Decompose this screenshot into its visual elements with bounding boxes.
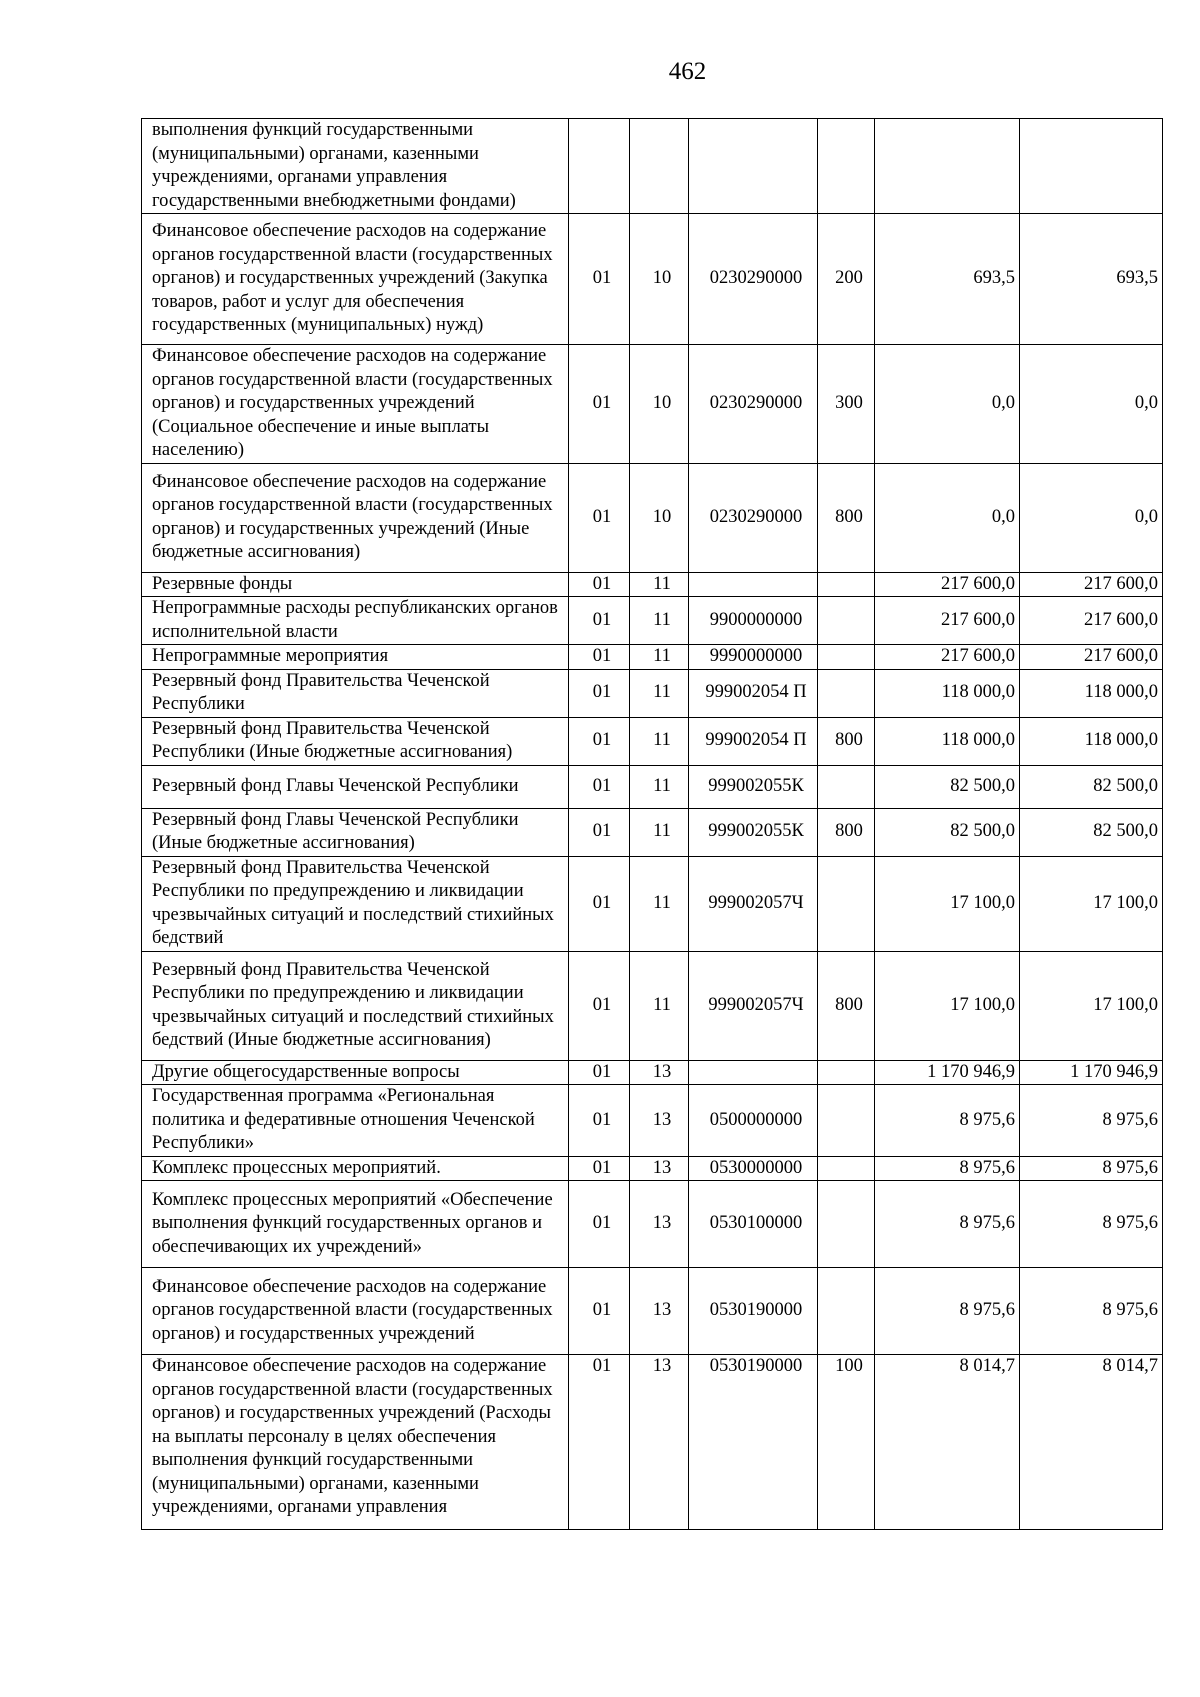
expense-type-code <box>818 572 875 597</box>
amount-year-2: 8 975,6 <box>1020 1181 1163 1268</box>
amount-year-1: 118 000,0 <box>875 717 1020 765</box>
table-row <box>142 765 1163 808</box>
amount-year-2: 8 975,6 <box>1020 1156 1163 1181</box>
subsection-code: 13 <box>630 1085 689 1157</box>
target-article-code: 999002054 П <box>689 669 818 717</box>
amount-year-2: 8 014,7 <box>1020 1355 1163 1530</box>
target-article-code: 0500000000 <box>689 1085 818 1157</box>
expense-type-code <box>818 1181 875 1268</box>
amount-year-2: 217 600,0 <box>1020 572 1163 597</box>
table-row <box>142 1085 1163 1157</box>
table-body <box>142 119 1163 1530</box>
table-row <box>142 1268 1163 1355</box>
amount-year-2: 217 600,0 <box>1020 597 1163 645</box>
section-code: 01 <box>569 1156 630 1181</box>
table-row <box>142 1181 1163 1268</box>
row-name: Резервный фонд Главы Чеченской Республики <box>142 765 569 808</box>
expense-type-code <box>818 645 875 670</box>
row-name: Финансовое обеспечение расходов на содержание органов государственной власти (государственных органов) и государственных учреждений <box>142 1268 569 1355</box>
amount-year-2: 17 100,0 <box>1020 951 1163 1060</box>
page-number: 462 <box>668 58 707 85</box>
section-code: 01 <box>569 597 630 645</box>
table-row <box>142 951 1163 1060</box>
expense-type-code <box>818 1156 875 1181</box>
row-name: Государственная программа «Региональная политика и федеративные отношения Чеченской Республики» <box>142 1085 569 1157</box>
table-row <box>142 572 1163 597</box>
table-row <box>142 214 1163 345</box>
amount-year-1: 82 500,0 <box>875 808 1020 856</box>
subsection-code: 10 <box>630 345 689 464</box>
expense-type-code <box>818 1268 875 1355</box>
section-code <box>569 119 630 214</box>
amount-year-2: 82 500,0 <box>1020 808 1163 856</box>
expense-type-code <box>818 597 875 645</box>
amount-year-2: 118 000,0 <box>1020 669 1163 717</box>
row-name: Резервный фонд Правительства Чеченской Республики (Иные бюджетные ассигнования) <box>142 717 569 765</box>
row-name: Резервный фонд Правительства Чеченской Республики по предупреждению и ликвидации чрезвычайных ситуаций и последствий стихийных бедствий (Иные бюджетные ассигнования) <box>142 951 569 1060</box>
budget-table <box>141 118 1163 1530</box>
expense-type-code <box>818 669 875 717</box>
subsection-code: 11 <box>630 645 689 670</box>
amount-year-1: 0,0 <box>875 345 1020 464</box>
amount-year-2: 8 975,6 <box>1020 1268 1163 1355</box>
row-name: Резервный фонд Правительства Чеченской Республики <box>142 669 569 717</box>
row-name: Резервные фонды <box>142 572 569 597</box>
section-code: 01 <box>569 717 630 765</box>
amount-year-2: 693,5 <box>1020 214 1163 345</box>
amount-year-1: 693,5 <box>875 214 1020 345</box>
amount-year-1: 17 100,0 <box>875 856 1020 951</box>
expense-type-code: 800 <box>818 808 875 856</box>
expense-type-code: 800 <box>818 717 875 765</box>
subsection-code: 11 <box>630 717 689 765</box>
amount-year-2: 0,0 <box>1020 463 1163 572</box>
target-article-code: 0530190000 <box>689 1355 818 1530</box>
row-name: Другие общегосударственные вопросы <box>142 1060 569 1085</box>
amount-year-2: 17 100,0 <box>1020 856 1163 951</box>
section-code: 01 <box>569 1060 630 1085</box>
subsection-code: 11 <box>630 572 689 597</box>
subsection-code <box>630 119 689 214</box>
table-row <box>142 119 1163 214</box>
subsection-code: 11 <box>630 951 689 1060</box>
expense-type-code: 200 <box>818 214 875 345</box>
expense-type-code: 100 <box>818 1355 875 1530</box>
row-name: Финансовое обеспечение расходов на содержание органов государственной власти (государственных органов) и государственных учреждений (Иные бюджетные ассигнования) <box>142 463 569 572</box>
amount-year-1: 0,0 <box>875 463 1020 572</box>
row-name: выполнения функций государственными (муниципальными) органами, казенными учреждениями, органами управления государственными внебюджетными фондами) <box>142 119 569 214</box>
target-article-code: 0230290000 <box>689 463 818 572</box>
target-article-code: 0530000000 <box>689 1156 818 1181</box>
section-code: 01 <box>569 1085 630 1157</box>
amount-year-1: 118 000,0 <box>875 669 1020 717</box>
row-name: Резервный фонд Главы Чеченской Республики (Иные бюджетные ассигнования) <box>142 808 569 856</box>
amount-year-1: 217 600,0 <box>875 597 1020 645</box>
row-name: Резервный фонд Правительства Чеченской Республики по предупреждению и ликвидации чрезвычайных ситуаций и последствий стихийных бедствий <box>142 856 569 951</box>
target-article-code: 0230290000 <box>689 214 818 345</box>
amount-year-1: 82 500,0 <box>875 765 1020 808</box>
target-article-code: 0530190000 <box>689 1268 818 1355</box>
expense-type-code: 300 <box>818 345 875 464</box>
table-row <box>142 1355 1163 1530</box>
subsection-code: 10 <box>630 214 689 345</box>
amount-year-1: 17 100,0 <box>875 951 1020 1060</box>
section-code: 01 <box>569 345 630 464</box>
row-name: Непрограммные мероприятия <box>142 645 569 670</box>
amount-year-1: 1 170 946,9 <box>875 1060 1020 1085</box>
expense-type-code: 800 <box>818 951 875 1060</box>
target-article-code <box>689 572 818 597</box>
amount-year-2: 82 500,0 <box>1020 765 1163 808</box>
table-row <box>142 669 1163 717</box>
subsection-code: 13 <box>630 1181 689 1268</box>
section-code: 01 <box>569 1181 630 1268</box>
row-name: Комплекс процессных мероприятий «Обеспечение выполнения функций государственных органов и обеспечивающих их учреждений» <box>142 1181 569 1268</box>
target-article-code: 0530100000 <box>689 1181 818 1268</box>
table-row <box>142 1060 1163 1085</box>
section-code: 01 <box>569 463 630 572</box>
section-code: 01 <box>569 1268 630 1355</box>
section-code: 01 <box>569 808 630 856</box>
target-article-code <box>689 119 818 214</box>
amount-year-1: 217 600,0 <box>875 572 1020 597</box>
row-name: Финансовое обеспечение расходов на содержание органов государственной власти (государственных органов) и государственных учреждений (Социальное обеспечение и иные выплаты населению) <box>142 345 569 464</box>
target-article-code: 999002055К <box>689 808 818 856</box>
expense-type-code <box>818 856 875 951</box>
subsection-code: 11 <box>630 808 689 856</box>
subsection-code: 13 <box>630 1268 689 1355</box>
amount-year-1: 8 975,6 <box>875 1268 1020 1355</box>
amount-year-2: 8 975,6 <box>1020 1085 1163 1157</box>
subsection-code: 11 <box>630 669 689 717</box>
row-name: Комплекс процессных мероприятий. <box>142 1156 569 1181</box>
row-name: Финансовое обеспечение расходов на содержание органов государственной власти (государственных органов) и государственных учреждений (Закупка товаров, работ и услуг для обеспечения государственных (муниципальных) нужд) <box>142 214 569 345</box>
amount-year-1: 217 600,0 <box>875 645 1020 670</box>
subsection-code: 11 <box>630 856 689 951</box>
amount-year-2: 0,0 <box>1020 345 1163 464</box>
table-row <box>142 856 1163 951</box>
section-code: 01 <box>569 1355 630 1530</box>
expense-type-code <box>818 119 875 214</box>
table-row <box>142 645 1163 670</box>
section-code: 01 <box>569 856 630 951</box>
table-row <box>142 345 1163 464</box>
amount-year-1 <box>875 119 1020 214</box>
target-article-code: 9990000000 <box>689 645 818 670</box>
row-name: Непрограммные расходы республиканских органов исполнительной власти <box>142 597 569 645</box>
table-row <box>142 717 1163 765</box>
table-row <box>142 597 1163 645</box>
section-code: 01 <box>569 669 630 717</box>
subsection-code: 13 <box>630 1156 689 1181</box>
subsection-code: 10 <box>630 463 689 572</box>
target-article-code: 0230290000 <box>689 345 818 464</box>
section-code: 01 <box>569 765 630 808</box>
subsection-code: 13 <box>630 1060 689 1085</box>
subsection-code: 13 <box>630 1355 689 1530</box>
target-article-code: 9900000000 <box>689 597 818 645</box>
amount-year-1: 8 975,6 <box>875 1181 1020 1268</box>
expense-type-code <box>818 1085 875 1157</box>
subsection-code: 11 <box>630 765 689 808</box>
target-article-code: 999002057Ч <box>689 951 818 1060</box>
expense-type-code <box>818 1060 875 1085</box>
section-code: 01 <box>569 572 630 597</box>
row-name: Финансовое обеспечение расходов на содержание органов государственной власти (государственных органов) и государственных учреждений (Расходы на выплаты персоналу в целях обеспечения выполнения функций государственными (муниципальными) органами, казенными учреждениями, органами управления <box>142 1355 569 1530</box>
amount-year-2: 217 600,0 <box>1020 645 1163 670</box>
amount-year-2: 118 000,0 <box>1020 717 1163 765</box>
amount-year-1: 8 975,6 <box>875 1085 1020 1157</box>
amount-year-2: 1 170 946,9 <box>1020 1060 1163 1085</box>
expense-type-code: 800 <box>818 463 875 572</box>
subsection-code: 11 <box>630 597 689 645</box>
expense-type-code <box>818 765 875 808</box>
target-article-code: 999002057Ч <box>689 856 818 951</box>
target-article-code <box>689 1060 818 1085</box>
table-row <box>142 1156 1163 1181</box>
table-row <box>142 463 1163 572</box>
amount-year-1: 8 014,7 <box>875 1355 1020 1530</box>
table-row <box>142 808 1163 856</box>
section-code: 01 <box>569 951 630 1060</box>
target-article-code: 999002055К <box>689 765 818 808</box>
amount-year-2 <box>1020 119 1163 214</box>
target-article-code: 999002054 П <box>689 717 818 765</box>
section-code: 01 <box>569 645 630 670</box>
amount-year-1: 8 975,6 <box>875 1156 1020 1181</box>
section-code: 01 <box>569 214 630 345</box>
